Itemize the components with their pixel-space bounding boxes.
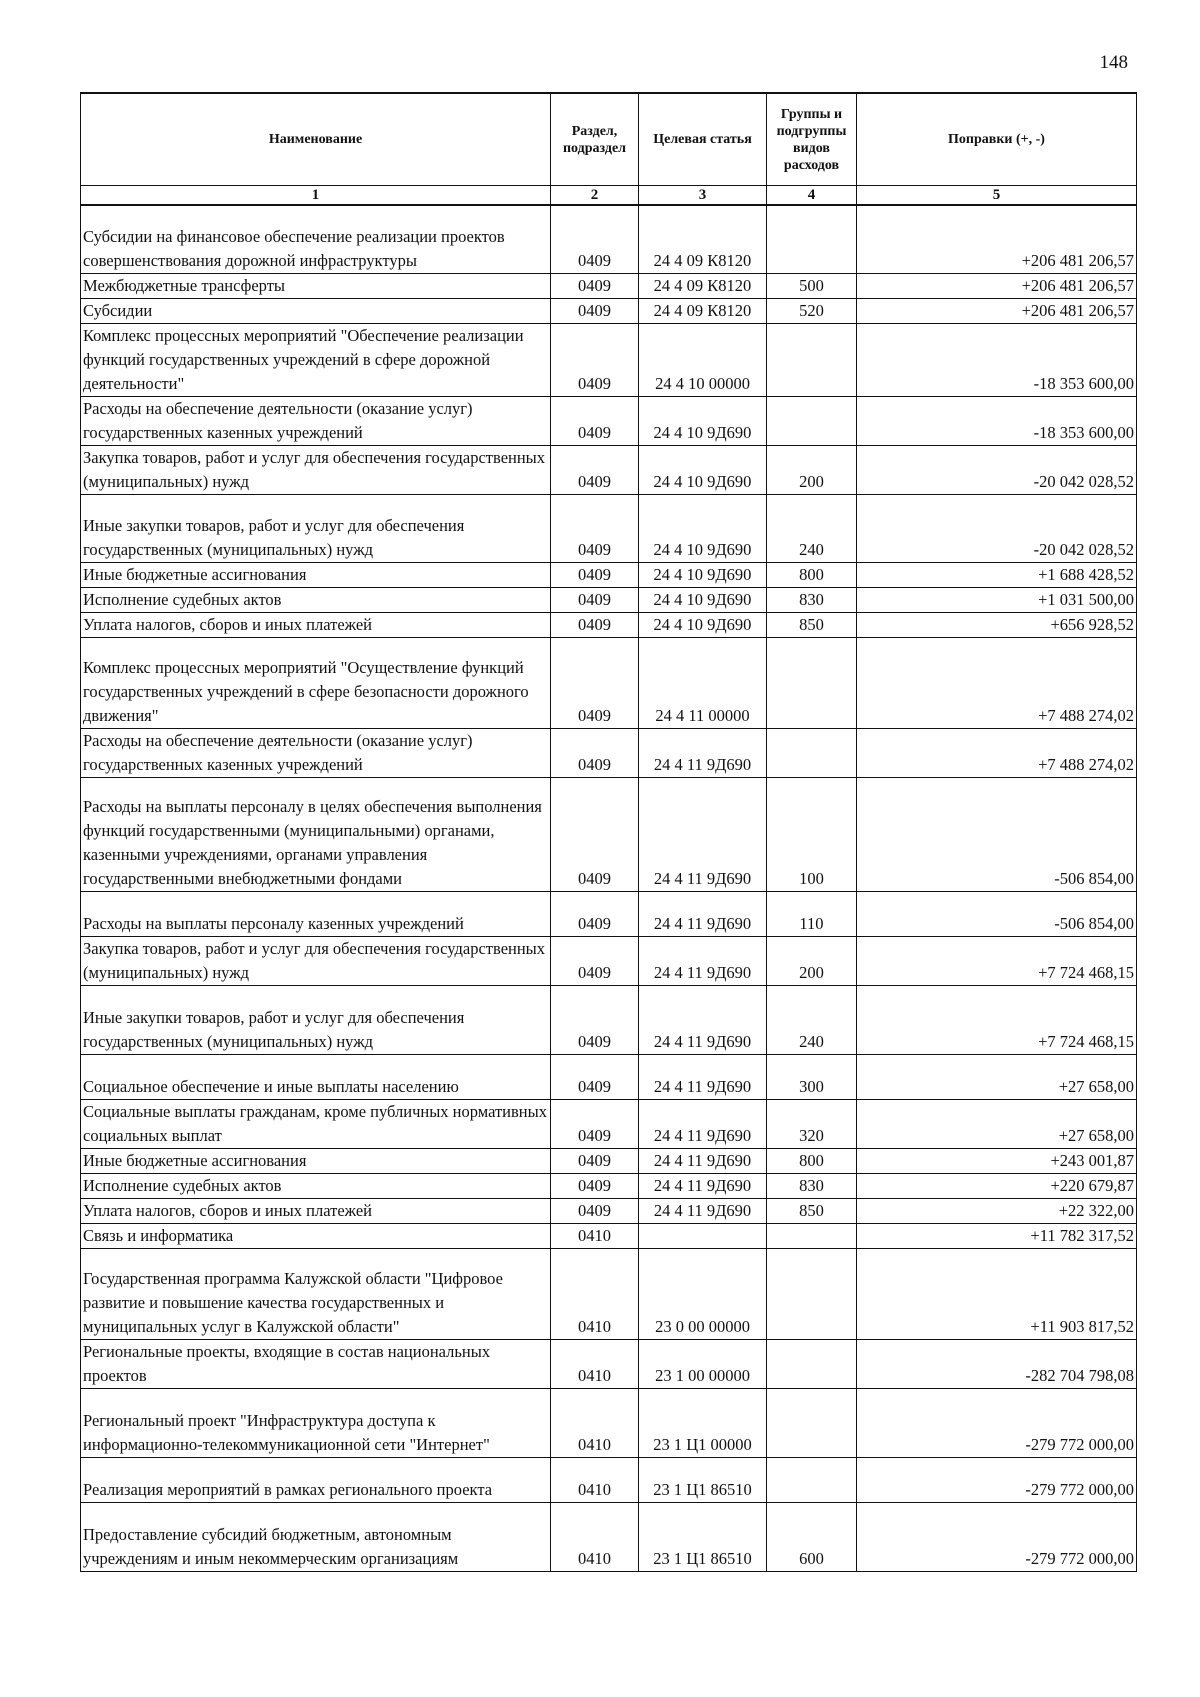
row-amount: +7 724 468,15 [857,936,1137,985]
row-section: 0409 [551,1054,639,1099]
table-row [81,1223,1137,1248]
row-group [767,396,857,445]
table-row [81,562,1137,587]
row-section: 0409 [551,587,639,612]
row-group: 240 [767,985,857,1054]
row-name: Расходы на обеспечение деятельности (оказание услуг) государственных казенных учреждений [81,396,551,445]
row-group [767,1457,857,1502]
table-row [81,1054,1137,1099]
row-group: 850 [767,1198,857,1223]
row-article: 24 4 11 00000 [639,637,767,728]
row-name: Расходы на выплаты персоналу казенных учреждений [81,891,551,936]
row-section: 0409 [551,637,639,728]
row-group: 200 [767,936,857,985]
table-row [81,494,1137,562]
row-amount: +243 001,87 [857,1148,1137,1173]
row-amount: +27 658,00 [857,1099,1137,1148]
row-section: 0409 [551,396,639,445]
row-name: Закупка товаров, работ и услуг для обеспечения государственных (муниципальных) нужд [81,445,551,494]
row-amount: -20 042 028,52 [857,494,1137,562]
row-article: 24 4 10 9Д690 [639,612,767,637]
table-row [81,445,1137,494]
row-group: 830 [767,587,857,612]
row-group: 240 [767,494,857,562]
row-group [767,728,857,777]
row-article: 23 0 00 00000 [639,1248,767,1339]
table-row [81,1099,1137,1148]
table-row [81,1198,1137,1223]
row-name: Расходы на обеспечение деятельности (оказание услуг) государственных казенных учреждений [81,728,551,777]
header-article: Целевая статья [639,93,767,186]
row-name: Комплекс процессных мероприятий "Обеспечение реализации функций государственных учреждений в сфере дорожной деятельности" [81,323,551,396]
budget-table-body [81,205,1137,1571]
row-group [767,323,857,396]
table-row [81,936,1137,985]
table-row [81,612,1137,637]
row-amount: -506 854,00 [857,777,1137,891]
row-amount: -18 353 600,00 [857,396,1137,445]
row-article: 24 4 10 9Д690 [639,445,767,494]
row-amount: -282 704 798,08 [857,1339,1137,1388]
row-name: Субсидии на финансовое обеспечение реализации проектов совершенствования дорожной инфраструктуры [81,205,551,273]
row-section: 0409 [551,1198,639,1223]
budget-table [80,92,1137,1572]
row-section: 0410 [551,1388,639,1457]
row-article: 24 4 09 К8120 [639,205,767,273]
row-section: 0409 [551,273,639,298]
table-row [81,1457,1137,1502]
row-amount: -20 042 028,52 [857,445,1137,494]
row-group [767,1223,857,1248]
row-section: 0410 [551,1339,639,1388]
row-name: Иные закупки товаров, работ и услуг для обеспечения государственных (муниципальных) нужд [81,985,551,1054]
row-name: Региональные проекты, входящие в состав национальных проектов [81,1339,551,1388]
row-name: Иные бюджетные ассигнования [81,562,551,587]
table-row [81,1148,1137,1173]
row-group: 600 [767,1502,857,1571]
header-name: Наименование [81,93,551,186]
row-group: 320 [767,1099,857,1148]
column-number: 3 [639,186,767,206]
row-article: 24 4 11 9Д690 [639,936,767,985]
row-amount: -506 854,00 [857,891,1137,936]
row-name: Региональный проект "Инфраструктура доступа к информационно-телекоммуникационной сети "Интернет" [81,1388,551,1457]
row-amount: +22 322,00 [857,1198,1137,1223]
row-section: 0409 [551,205,639,273]
row-section: 0409 [551,728,639,777]
row-name: Государственная программа Калужской области "Цифровое развитие и повышение качества государственных и муниципальных услуг в Калужской области" [81,1248,551,1339]
row-article: 24 4 11 9Д690 [639,1173,767,1198]
row-section: 0409 [551,1148,639,1173]
table-row [81,1388,1137,1457]
row-section: 0409 [551,612,639,637]
table-row [81,728,1137,777]
row-article: 24 4 10 9Д690 [639,494,767,562]
row-article: 24 4 11 9Д690 [639,728,767,777]
row-article: 24 4 11 9Д690 [639,777,767,891]
row-article: 24 4 11 9Д690 [639,1148,767,1173]
row-name: Межбюджетные трансферты [81,273,551,298]
table-row [81,396,1137,445]
row-article: 24 4 10 9Д690 [639,562,767,587]
column-number: 5 [857,186,1137,206]
header-amendments: Поправки (+, -) [857,93,1137,186]
row-article: 23 1 Ц1 86510 [639,1457,767,1502]
column-number: 1 [81,186,551,206]
row-article: 24 4 10 00000 [639,323,767,396]
row-name: Иные закупки товаров, работ и услуг для обеспечения государственных (муниципальных) нужд [81,494,551,562]
row-section: 0409 [551,445,639,494]
row-section: 0410 [551,1502,639,1571]
row-name: Предоставление субсидий бюджетным, автономным учреждениям и иным некоммерческим организациям [81,1502,551,1571]
row-section: 0409 [551,985,639,1054]
row-amount: -18 353 600,00 [857,323,1137,396]
row-section: 0409 [551,777,639,891]
row-section: 0409 [551,323,639,396]
row-article [639,1223,767,1248]
row-section: 0410 [551,1223,639,1248]
table-row [81,1173,1137,1198]
row-section: 0409 [551,1099,639,1148]
table-row [81,1502,1137,1571]
row-section: 0409 [551,562,639,587]
row-group [767,637,857,728]
row-amount: +7 488 274,02 [857,728,1137,777]
table-row [81,205,1137,273]
row-name: Комплекс процессных мероприятий "Осуществление функций государственных учреждений в сфере безопасности дорожного движения" [81,637,551,728]
row-amount: -279 772 000,00 [857,1502,1137,1571]
row-section: 0409 [551,298,639,323]
header-section: Раздел, подраздел [551,93,639,186]
table-row [81,1248,1137,1339]
row-group: 200 [767,445,857,494]
table-row [81,637,1137,728]
row-amount: +206 481 206,57 [857,273,1137,298]
column-number: 2 [551,186,639,206]
row-article: 23 1 00 00000 [639,1339,767,1388]
row-article: 23 1 Ц1 00000 [639,1388,767,1457]
row-amount: +11 782 317,52 [857,1223,1137,1248]
row-section: 0410 [551,1248,639,1339]
table-row [81,777,1137,891]
row-amount: +220 679,87 [857,1173,1137,1198]
header-groups: Группы и подгруппы видов расходов [767,93,857,186]
row-name: Субсидии [81,298,551,323]
row-article: 24 4 09 К8120 [639,273,767,298]
row-amount: +7 488 274,02 [857,637,1137,728]
row-name: Социальные выплаты гражданам, кроме публичных нормативных социальных выплат [81,1099,551,1148]
row-article: 24 4 10 9Д690 [639,396,767,445]
row-amount: +206 481 206,57 [857,298,1137,323]
table-row [81,1339,1137,1388]
row-group: 300 [767,1054,857,1099]
row-amount: -279 772 000,00 [857,1457,1137,1502]
row-section: 0410 [551,1457,639,1502]
table-row [81,891,1137,936]
row-name: Расходы на выплаты персоналу в целях обеспечения выполнения функций государственными (муниципальными) органами, казенными учреждениями, органами управления государственными внебюджетными фондами [81,777,551,891]
row-amount: -279 772 000,00 [857,1388,1137,1457]
row-group: 830 [767,1173,857,1198]
row-amount: +27 658,00 [857,1054,1137,1099]
row-amount: +656 928,52 [857,612,1137,637]
row-section: 0409 [551,1173,639,1198]
table-row [81,587,1137,612]
row-amount: +11 903 817,52 [857,1248,1137,1339]
row-name: Исполнение судебных актов [81,587,551,612]
row-article: 24 4 09 К8120 [639,298,767,323]
row-section: 0409 [551,494,639,562]
row-article: 24 4 10 9Д690 [639,587,767,612]
table-row [81,323,1137,396]
table-row [81,298,1137,323]
table-row [81,273,1137,298]
row-group: 100 [767,777,857,891]
row-group: 520 [767,298,857,323]
row-amount: +1 688 428,52 [857,562,1137,587]
row-amount: +206 481 206,57 [857,205,1137,273]
row-name: Иные бюджетные ассигнования [81,1148,551,1173]
row-name: Уплата налогов, сборов и иных платежей [81,612,551,637]
row-section: 0409 [551,936,639,985]
page-number: 148 [1099,52,1128,73]
row-name: Реализация мероприятий в рамках регионального проекта [81,1457,551,1502]
row-group: 110 [767,891,857,936]
row-name: Связь и информатика [81,1223,551,1248]
row-name: Исполнение судебных актов [81,1173,551,1198]
row-name: Социальное обеспечение и иные выплаты населению [81,1054,551,1099]
table-row [81,985,1137,1054]
row-group: 500 [767,273,857,298]
row-article: 24 4 11 9Д690 [639,891,767,936]
row-article: 23 1 Ц1 86510 [639,1502,767,1571]
column-number-row [81,186,1137,206]
row-group [767,1248,857,1339]
column-number: 4 [767,186,857,206]
row-group: 850 [767,612,857,637]
row-group [767,1388,857,1457]
row-group: 800 [767,1148,857,1173]
row-group: 800 [767,562,857,587]
row-group [767,1339,857,1388]
row-name: Уплата налогов, сборов и иных платежей [81,1198,551,1223]
row-article: 24 4 11 9Д690 [639,1099,767,1148]
row-group [767,205,857,273]
row-amount: +1 031 500,00 [857,587,1137,612]
row-amount: +7 724 468,15 [857,985,1137,1054]
row-article: 24 4 11 9Д690 [639,1198,767,1223]
row-article: 24 4 11 9Д690 [639,985,767,1054]
header-row [81,93,1137,186]
row-section: 0409 [551,891,639,936]
row-article: 24 4 11 9Д690 [639,1054,767,1099]
row-name: Закупка товаров, работ и услуг для обеспечения государственных (муниципальных) нужд [81,936,551,985]
